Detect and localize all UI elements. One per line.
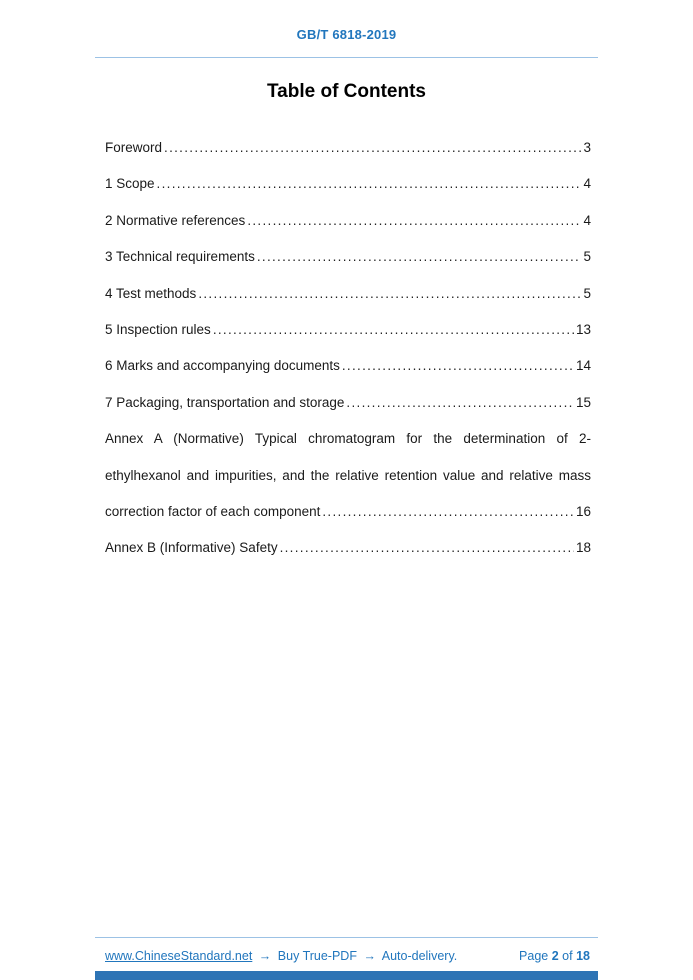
- toc-entry-page: 14: [575, 358, 591, 374]
- toc-entry: [105, 530, 591, 566]
- toc-entry-label: 4 Test methods: [105, 285, 197, 301]
- toc-entry-page: 13: [575, 322, 591, 338]
- toc-entry-page: 18: [575, 540, 591, 556]
- toc-entry: [105, 348, 591, 384]
- toc-entry: [105, 130, 591, 166]
- current-page-number: 2: [551, 949, 559, 963]
- page-label: Page: [519, 949, 549, 963]
- toc-dot-leader: [164, 130, 581, 166]
- toc-entry-page: 5: [583, 285, 591, 301]
- toc-entry: [105, 385, 591, 421]
- toc-dot-leader: [257, 239, 582, 275]
- toc-entry: [105, 166, 591, 202]
- toc-dot-leader: [247, 203, 581, 239]
- document-footer: [95, 937, 598, 980]
- toc-entry-label: 6 Marks and accompanying documents: [105, 358, 340, 374]
- arrow-icon: →: [258, 949, 272, 963]
- toc-dot-leader: [280, 530, 574, 566]
- toc-entry-page: 3: [583, 140, 591, 155]
- toc-entry-label: correction factor of each component: [105, 504, 321, 520]
- toc-dot-leader: [346, 385, 574, 421]
- footer-promo-line: [105, 949, 457, 963]
- toc-dot-leader: [213, 312, 574, 348]
- toc-entry: [105, 276, 591, 312]
- header-divider-line: [95, 57, 598, 58]
- toc-entry-page: 5: [583, 249, 591, 265]
- page-indicator: [519, 949, 590, 963]
- arrow-icon: →: [363, 949, 376, 963]
- toc-dot-leader: [342, 348, 574, 384]
- toc-entry: [105, 312, 591, 348]
- page-title: Table of Contents: [266, 81, 427, 102]
- footer-delivery-text: Auto-delivery.: [381, 949, 458, 963]
- table-of-contents: [105, 130, 591, 567]
- chinesestandard-link[interactable]: www.ChineseStandard.net: [105, 949, 253, 963]
- document-header-standard-number: GB/T 6818-2019: [296, 27, 397, 42]
- toc-entry-label: 3 Technical requirements: [105, 249, 255, 265]
- toc-entry-label: 7 Packaging, transportation and storage: [105, 394, 345, 410]
- toc-entry-label: Annex B (Informative) Safety: [105, 540, 278, 556]
- toc-entry: [105, 203, 591, 239]
- footer-buy-text: Buy True-PDF: [277, 949, 357, 963]
- toc-dot-leader: [322, 494, 574, 530]
- toc-entry-label-wrapped: Annex A (Normative) Typical chromatogram for the determination of 2-ethylhexanol and impurities, and the relative retention value and relative mass: [105, 431, 591, 483]
- toc-entry: [105, 239, 591, 275]
- toc-dot-leader: [157, 166, 582, 202]
- toc-entry-page: 15: [575, 394, 591, 410]
- toc-entry-label: 5 Inspection rules: [105, 322, 211, 338]
- toc-entry-label: Foreword: [105, 140, 163, 155]
- toc-entry-label: 2 Normative references: [105, 212, 246, 228]
- toc-entry-annex-a: [105, 421, 591, 530]
- toc-entry-page: 4: [583, 176, 591, 192]
- toc-entry-label: 1 Scope: [105, 176, 155, 192]
- total-pages-number: 18: [576, 949, 590, 963]
- of-label: of: [562, 949, 573, 963]
- toc-entry-page: 4: [583, 212, 591, 228]
- bottom-blue-bar: [95, 971, 598, 980]
- toc-dot-leader: [198, 276, 581, 312]
- toc-entry-page: 16: [575, 504, 591, 520]
